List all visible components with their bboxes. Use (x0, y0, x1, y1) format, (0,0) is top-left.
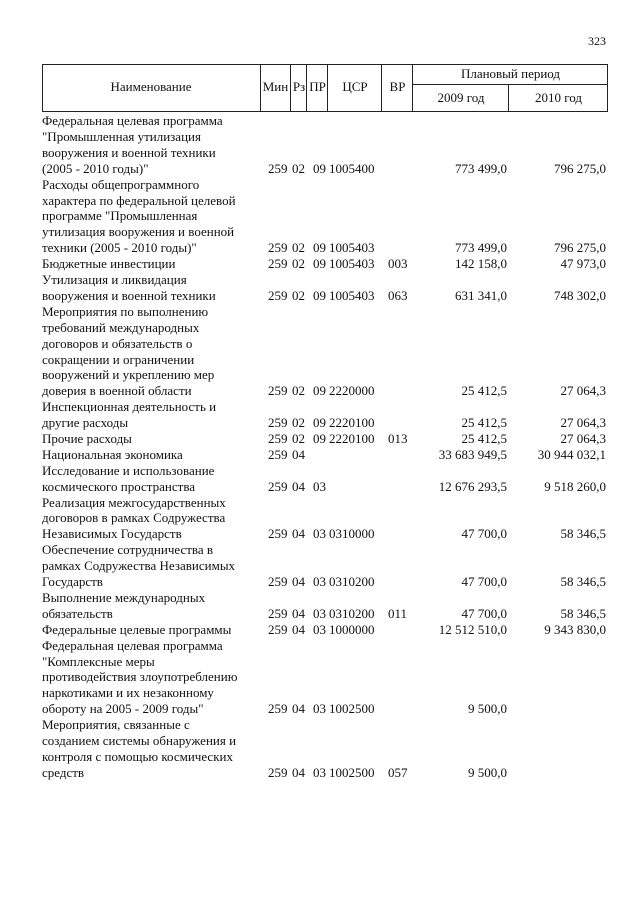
header-rz: Рз (292, 79, 306, 94)
cell-2009: 47 700,0 (461, 574, 507, 590)
row-name-line: Федеральные целевые программы (42, 621, 232, 637)
cell-min: 259 (268, 605, 288, 621)
cell-2009: 9 500,0 (468, 701, 507, 717)
table-row (0, 638, 640, 718)
cell-rz: 04 (292, 701, 305, 717)
cell-pr: 03 (313, 478, 326, 494)
cell-2010: 58 346,5 (560, 526, 606, 542)
row-name (42, 463, 262, 495)
cell-min: 259 (268, 701, 288, 717)
cell-rz: 02 (292, 287, 305, 303)
row-name-line: созданием системы обнаружения и (42, 733, 237, 749)
cell-min: 259 (268, 574, 288, 590)
table-row (0, 542, 640, 590)
row-name-line: Расходы общепрограммного (42, 176, 200, 192)
row-name-line: Прочие расходы (42, 430, 132, 446)
row-name-line: Национальная экономика (42, 446, 183, 462)
table-row (0, 622, 640, 638)
cell-2010: 58 346,5 (560, 605, 606, 621)
row-name (42, 399, 262, 431)
table-body (0, 113, 640, 781)
row-name (42, 447, 262, 463)
cell-min: 259 (268, 160, 288, 176)
row-name-line: Выполнение международных (42, 589, 206, 605)
cell-csr: 2220000 (329, 383, 375, 399)
cell-csr: 1005403 (329, 287, 375, 303)
row-name (42, 113, 262, 177)
row-name (42, 272, 262, 304)
header-year-2010: 2010 год (535, 90, 582, 105)
row-name-line: Утилизация и ликвидация (42, 271, 187, 287)
cell-2010: 27 064,3 (560, 383, 606, 399)
cell-2009: 142 158,0 (455, 256, 507, 272)
cell-min: 259 (268, 240, 288, 256)
row-name (42, 495, 262, 543)
table-row (0, 463, 640, 495)
row-name-line: техники (2005 - 2010 годы)" (42, 240, 197, 256)
table-row (0, 272, 640, 304)
cell-2010: 27 064,3 (560, 415, 606, 431)
row-name-line: Обеспечение сотрудничества в (42, 542, 214, 558)
row-name (42, 431, 262, 447)
cell-csr: 2220100 (329, 430, 375, 446)
cell-min: 259 (268, 256, 288, 272)
row-name (42, 542, 262, 590)
row-name (42, 717, 262, 781)
cell-2010: 30 944 032,1 (537, 446, 606, 462)
table-row (0, 717, 640, 781)
row-name (42, 256, 262, 272)
cell-2009: 631 341,0 (455, 287, 507, 303)
cell-csr: 1000000 (329, 621, 375, 637)
cell-vr: 003 (388, 256, 408, 272)
cell-2009: 9 500,0 (468, 764, 507, 780)
cell-vr: 011 (388, 605, 408, 621)
table-row (0, 256, 640, 272)
row-name (42, 590, 262, 622)
cell-pr: 03 (313, 605, 326, 621)
row-name-line: "Комплексные меры (42, 653, 155, 669)
row-name-line: программе "Промышленная (42, 208, 198, 224)
cell-rz: 04 (292, 605, 305, 621)
row-name-line: Государств (42, 574, 103, 590)
cell-rz: 04 (292, 478, 305, 494)
row-name (42, 638, 262, 718)
cell-pr: 03 (313, 701, 326, 717)
cell-min: 259 (268, 764, 288, 780)
cell-rz: 04 (292, 574, 305, 590)
row-name-line: Федеральная целевая программа (42, 113, 223, 128)
cell-2009: 12 676 293,5 (438, 478, 507, 494)
row-name-line: вооружения и военной техники (42, 144, 216, 160)
table-row (0, 177, 640, 257)
row-name-line: вооружений и укреплению мер (42, 367, 215, 383)
row-name (42, 304, 262, 399)
row-name-line: космического пространства (42, 478, 196, 494)
cell-min: 259 (268, 478, 288, 494)
cell-rz: 04 (292, 621, 305, 637)
cell-min: 259 (268, 415, 288, 431)
cell-2010: 9 343 830,0 (544, 621, 606, 637)
cell-vr: 057 (388, 764, 408, 780)
table-header (42, 64, 608, 112)
planned-period-rule (412, 84, 608, 85)
cell-pr: 09 (313, 160, 326, 176)
cell-rz: 02 (292, 383, 305, 399)
cell-rz: 02 (292, 430, 305, 446)
row-name-line: требований международных (42, 319, 200, 335)
cell-csr: 1002500 (329, 764, 375, 780)
cell-min: 259 (268, 446, 288, 462)
cell-csr: 2220100 (329, 415, 375, 431)
row-name-line: наркотиками и их незаконному (42, 685, 214, 701)
cell-pr: 09 (313, 287, 326, 303)
row-name-line: Мероприятия по выполнению (42, 303, 209, 319)
header-csr: ЦСР (342, 79, 368, 94)
row-name-line: Независимых Государств (42, 526, 182, 542)
header-vr: ВР (389, 79, 406, 94)
row-name (42, 177, 262, 257)
table-row (0, 431, 640, 447)
cell-min: 259 (268, 287, 288, 303)
cell-2009: 25 412,5 (461, 415, 507, 431)
cell-2009: 25 412,5 (461, 383, 507, 399)
cell-pr: 09 (313, 415, 326, 431)
row-name-line: "Промышленная утилизация (42, 128, 201, 144)
header-year-2009: 2009 год (437, 90, 485, 105)
cell-pr: 09 (313, 383, 326, 399)
row-name-line: утилизация вооружения и военной (42, 224, 235, 240)
cell-pr: 03 (313, 574, 326, 590)
cell-rz: 04 (292, 446, 305, 462)
cell-pr: 09 (313, 256, 326, 272)
cell-min: 259 (268, 430, 288, 446)
cell-rz: 02 (292, 240, 305, 256)
cell-2009: 47 700,0 (461, 526, 507, 542)
cell-pr: 03 (313, 621, 326, 637)
row-name-line: контроля с помощью космических (42, 748, 233, 764)
table-row (0, 399, 640, 431)
cell-csr: 0310200 (329, 574, 375, 590)
row-name-line: средств (42, 764, 85, 780)
table-row (0, 495, 640, 543)
cell-2009: 47 700,0 (461, 605, 507, 621)
header-bottom-rule (42, 111, 608, 112)
cell-pr: 09 (313, 430, 326, 446)
row-name-line: доверия в военной области (42, 383, 192, 399)
row-name-line: Реализация межгосударственных (42, 494, 226, 510)
cell-vr: 013 (388, 430, 408, 446)
row-name-line: рамках Содружества Независимых (42, 558, 236, 574)
cell-rz: 02 (292, 160, 305, 176)
row-name-line: Инспекционная деятельность и (42, 399, 217, 415)
row-name-line: другие расходы (42, 415, 129, 431)
cell-2009: 33 683 949,5 (438, 446, 507, 462)
cell-2009: 12 512 510,0 (438, 621, 507, 637)
cell-2010: 27 064,3 (560, 430, 606, 446)
table-row (0, 590, 640, 622)
cell-pr: 03 (313, 764, 326, 780)
row-name-line: вооружения и военной техники (42, 287, 216, 303)
row-name-line: Исследование и использование (42, 462, 215, 478)
cell-csr: 1005403 (329, 240, 375, 256)
cell-min: 259 (268, 383, 288, 399)
cell-2009: 773 499,0 (455, 160, 507, 176)
row-name-line: обороту на 2005 - 2009 годы" (42, 701, 204, 717)
cell-pr: 09 (313, 240, 326, 256)
header-min: Мин (262, 79, 289, 94)
cell-csr: 1005403 (329, 256, 375, 272)
cell-vr: 063 (388, 287, 408, 303)
row-name-line: противодействия злоупотреблению (42, 669, 238, 685)
cell-rz: 02 (292, 256, 305, 272)
cell-csr: 0310000 (329, 526, 375, 542)
cell-csr: 1005400 (329, 160, 375, 176)
cell-rz: 02 (292, 415, 305, 431)
cell-2009: 25 412,5 (461, 430, 507, 446)
row-name-line: Бюджетные инвестиции (42, 256, 176, 272)
cell-min: 259 (268, 621, 288, 637)
cell-rz: 04 (292, 526, 305, 542)
table-row (0, 113, 640, 177)
row-name-line: договоров и обязательств о (42, 335, 193, 351)
cell-csr: 1002500 (329, 701, 375, 717)
header-top-rule (42, 64, 608, 65)
cell-rz: 04 (292, 764, 305, 780)
cell-2010: 796 275,0 (554, 160, 606, 176)
table-row (0, 304, 640, 399)
cell-2010: 58 346,5 (560, 574, 606, 590)
row-name-line: Федеральная целевая программа (42, 637, 223, 653)
cell-2010: 796 275,0 (554, 240, 606, 256)
row-name-line: (2005 - 2010 годы)" (42, 160, 149, 176)
page-number: 323 (588, 34, 606, 48)
table-row (0, 447, 640, 463)
header-pr: ПР (309, 79, 326, 94)
row-name-line: характера по федеральной целевой (42, 192, 236, 208)
cell-2009: 773 499,0 (455, 240, 507, 256)
header-planned-period: Плановый период (460, 66, 561, 81)
cell-2010: 9 518 260,0 (544, 478, 606, 494)
cell-min: 259 (268, 526, 288, 542)
row-name (42, 622, 262, 638)
cell-csr: 0310200 (329, 605, 375, 621)
row-name-line: договоров в рамках Содружества (42, 510, 226, 526)
row-name-line: Мероприятия, связанные с (42, 717, 190, 733)
row-name-line: сокращении и ограничении (42, 351, 195, 367)
header-name: Наименование (110, 79, 192, 94)
cell-pr: 03 (313, 526, 326, 542)
cell-2010: 748 302,0 (554, 287, 606, 303)
row-name-line: обязательств (42, 605, 113, 621)
cell-2010: 47 973,0 (560, 256, 606, 272)
